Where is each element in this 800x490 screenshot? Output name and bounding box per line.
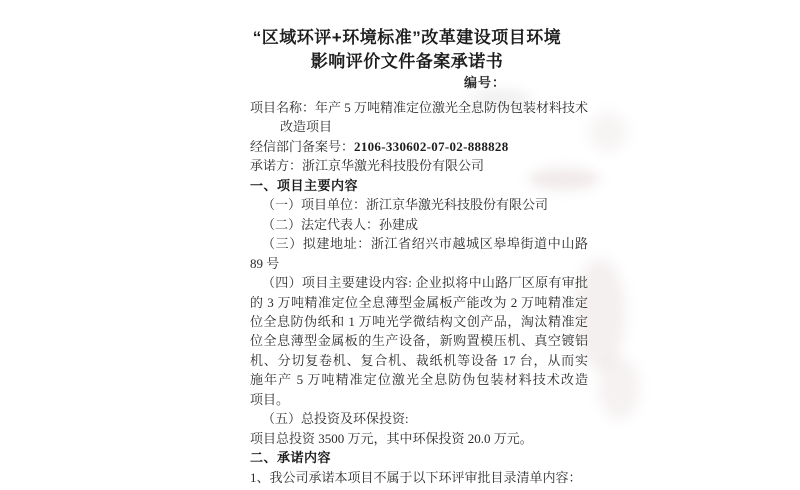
- scan-smudge: [598, 356, 640, 420]
- scan-smudge: [588, 112, 628, 152]
- item4-content-line4: 位全息薄型金属板的生产设备，新购置模压机、真空镀铝: [250, 333, 588, 349]
- item5-heading: （五）总投资及环保投资:: [262, 411, 409, 427]
- filing-number-line: [250, 137, 588, 156]
- document-title: [232, 26, 582, 74]
- section1-heading: 一、项目主要内容: [250, 177, 359, 193]
- committer-line: 承诺方：浙江京华激光科技股份有限公司: [250, 158, 485, 174]
- item3-address-line2: 89 号: [250, 255, 280, 271]
- item3-address-line1: （三）拟建地址：浙江省绍兴市越城区皋埠街道中山路: [262, 236, 588, 252]
- document-body: [250, 98, 588, 487]
- item4-content-line6: 施年产 5 万吨精准定位激光全息防伪包装材料技术改造: [250, 372, 588, 388]
- project-name-line1: 项目名称：年产 5 万吨精准定位激光全息防伪包装材料技术: [250, 100, 589, 115]
- filing-number-label: 经信部门备案号：: [250, 138, 355, 154]
- item4-content-line2: 的 3 万吨精准定位全息薄型金属板产能改为 2 万吨精准定: [250, 294, 588, 310]
- filing-number-value: 2106-330602-07-02-888828: [354, 138, 509, 154]
- item5-investment: 项目总投资 3500 万元，其中环保投资 20.0 万元。: [250, 430, 533, 446]
- item4-content-line1: （四）项目主要建设内容: 企业拟将中山路厂区原有审批: [262, 275, 588, 291]
- item4-content-line7: 项目。: [250, 391, 290, 407]
- item1-unit: （一）项目单位：浙江京华激光科技股份有限公司: [262, 197, 549, 213]
- item2-legal-rep: （二）法定代表人：孙建成: [262, 216, 419, 232]
- serial-number-label: 编号：: [464, 75, 507, 90]
- section2-heading: 二、承诺内容: [250, 450, 332, 466]
- document-title-line1: “区域环评+环境标准”改革建设项目环境: [252, 28, 562, 47]
- item4-content-line5: 机、分切复卷机、复合机、裁纸机等设备 17 台，从而实: [250, 352, 588, 368]
- project-name-line2: 改造项目: [280, 119, 333, 135]
- document-title-line2: 影响评价文件备案承诺书: [310, 52, 504, 71]
- item4-content-line3: 位全息防伪纸和 1 万吨光学微结构文创产品，淘汰精准定: [250, 313, 588, 329]
- commitment-line1: 1、我公司承诺本项目不属于以下环评审批目录清单内容：: [250, 469, 582, 485]
